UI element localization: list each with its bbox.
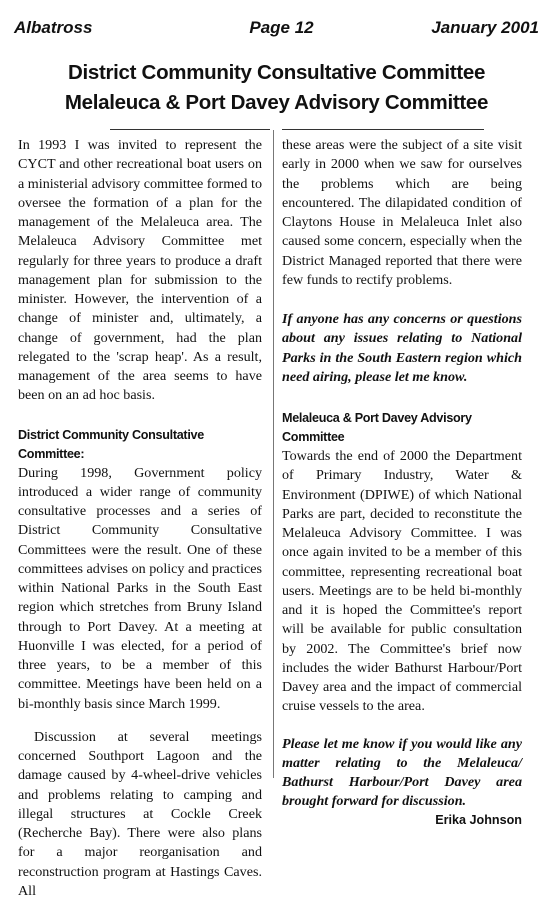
right-column-rule — [282, 129, 484, 130]
callout-discussion: Please let me know if you would like any matter relating to the Melaleuca/ Bathurst Harbour/Port Davey area brought forward for discussion. — [282, 735, 522, 810]
article-title-line-1: District Community Consultative Committee — [67, 61, 486, 84]
body-paragraph: these areas were the subject of a site visit early in 2000 when we saw for ourselves the problems which are being encountered. The dilapidated condition of Claytons House in Melaleuca Inlet also caused some concern, especially when the District Managed reported that there were few funds to rectify problems. — [282, 137, 522, 288]
intro-paragraph: In 1993 I was invited to represent the CYCT and other recreational boat users on a ministerial advisory committee formed to oversee the formation of a plan for the management of the Melaleuca area. The Melaleuca Advisory Committee met regularly for three years to produce a draft management plan for submission to the minister. However, the intervention of a change of minister and, ultimately, a change of government, had the plan relegated to the 'scrap heap'. As a result, management of the area seems to have been on an ad hoc basis. — [18, 137, 262, 404]
publication-name: Albatross — [14, 18, 93, 37]
left-column-rule — [110, 129, 270, 130]
section-heading-mpdac: Melaleuca & Port Davey Advisory Committee — [282, 411, 472, 444]
section-heading-dccc: District Community Consultative Committee: — [18, 427, 204, 461]
article-title-line-2: Melaleuca & Port Davey Advisory Committee — [64, 91, 489, 114]
callout-concerns: If anyone has any concerns or questions about any issues relating to National Parks in the South Eastern region which need airing, please let me know. — [282, 311, 522, 385]
author-signature: Erika Johnson — [435, 812, 522, 827]
body-paragraph: Discussion at several meetings concerned Southport Lagoon and the damage caused by 4-wheel-drive vehicles and problems relating to camping and illegal structures at Cockle Creek (Recherche Bay). There were also plans for a major reorganisation and reconstruction program at Hastings Caves. All — [18, 728, 262, 899]
body-paragraph: During 1998, Government policy introduced a wider range of community consultative processes and a series of District Community Consultative Committees were the result. One of these committees advises on policy and practices within National Parks in the South East region which stretches from Bruny Island through to Port Davey. At a meeting at Huonville I was elected, for a period of three years, to be a member of this committee. Meetings have been held on a bi-monthly basis since March 1999. — [18, 464, 262, 712]
page-number: Page 12 — [249, 18, 314, 37]
left-column — [18, 136, 262, 901]
column-divider — [273, 130, 274, 778]
right-column — [282, 136, 522, 829]
issue-date: January 2001 — [431, 18, 539, 37]
body-paragraph: Towards the end of 2000 the Department of Primary Industry, Water & Environment (DPIWE) of which National Parks are part, decided to reconstitute the Melaleuca Advisory Committee. I was once again invited to be a member of this committee, representing recreational boat users. Meetings are to be held bi-monthly and it is hoped the Committee's report will be available for public consultation by 2002. The Committee's brief now includes the wider Bathurst Harbour/Port Davey area and the impact of commercial cruise vessels to the area. — [282, 448, 522, 715]
page-header — [14, 18, 539, 42]
